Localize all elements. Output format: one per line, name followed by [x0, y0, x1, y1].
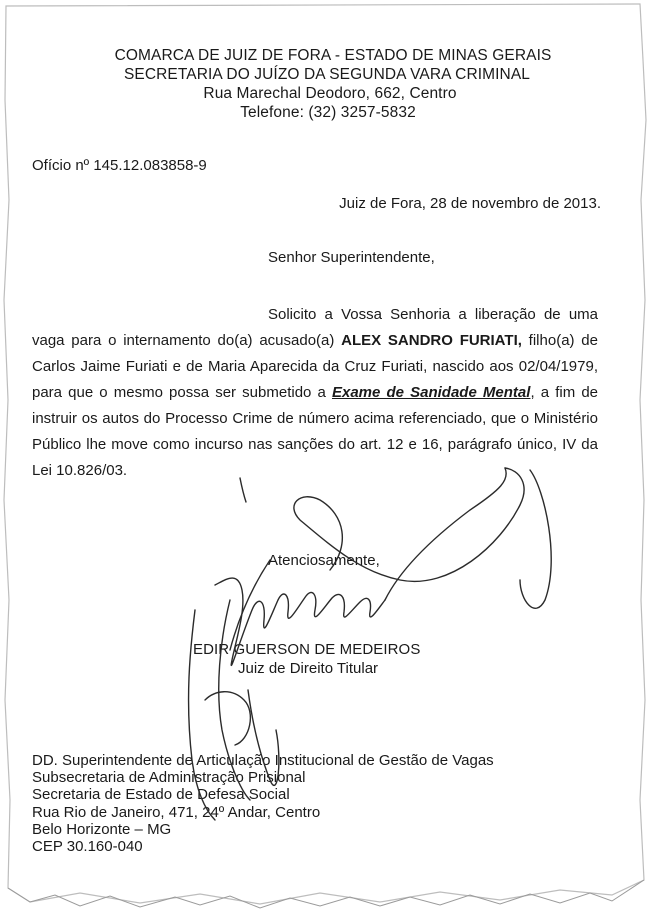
recipient-line: Subsecretaria de Administração Prisional	[32, 769, 306, 787]
letter-date: Juiz de Fora, 28 de novembro de 2013.	[339, 195, 601, 212]
signatory-title: Juiz de Direito Titular	[238, 660, 379, 677]
recipient-line: Secretaria de Estado de Defesa Social	[32, 786, 290, 804]
closing: Atenciosamente,	[268, 552, 380, 569]
secretariat-name: SECRETARIA DO JUÍZO DA SEGUNDA VARA CRIMINAL	[123, 66, 531, 83]
exam-name: Exame de Sanidade Mental	[331, 384, 531, 401]
body-part-2: filho(a) de Carlos Jaime Furiati e de Maria Aparecida da Cruz Furiati, nascido aos 02/04/1979, para que o mesmo possa ser submetido a	[32, 332, 598, 401]
court-name: COMARCA DE JUIZ DE FORA - ESTADO DE MINAS GERAIS	[114, 47, 552, 64]
letter-body	[32, 302, 598, 484]
recipient-line: CEP 30.160-040	[32, 838, 143, 856]
court-address: Rua Marechal Deodoro, 662, Centro	[203, 85, 457, 102]
recipient-line: Rua Rio de Janeiro, 471, 24º Andar, Centro	[32, 803, 321, 821]
accused-name: ALEX SANDRO FURIATI,	[341, 332, 522, 349]
body-indent	[32, 306, 268, 323]
recipient-address	[32, 752, 494, 855]
signatory-name: EDIR GUERSON DE MEDEIROS	[193, 641, 421, 658]
body-part-3: , a fim de instruir os autos do Processo Crime de número acima referenciado, que o Ministério Público lhe move como incurso nas sanções do art. 12 e 16, parágrafo único, IV da Lei 10.826/03.	[32, 384, 598, 479]
recipient-line: DD. Superintendente de Articulação Institucional de Gestão de Vagas	[32, 752, 494, 769]
oficio-number: Ofício nº 145.12.083858-9	[32, 157, 207, 174]
court-phone: Telefone: (32) 3257-5832	[240, 104, 416, 121]
letterhead	[0, 46, 650, 122]
body-part-1: Solicito a Vossa Senhoria a liberação de uma vaga para o internamento do(a) acusado(a)	[32, 306, 598, 349]
salutation: Senhor Superintendente,	[268, 249, 435, 266]
recipient-line: Belo Horizonte – MG	[32, 820, 172, 838]
